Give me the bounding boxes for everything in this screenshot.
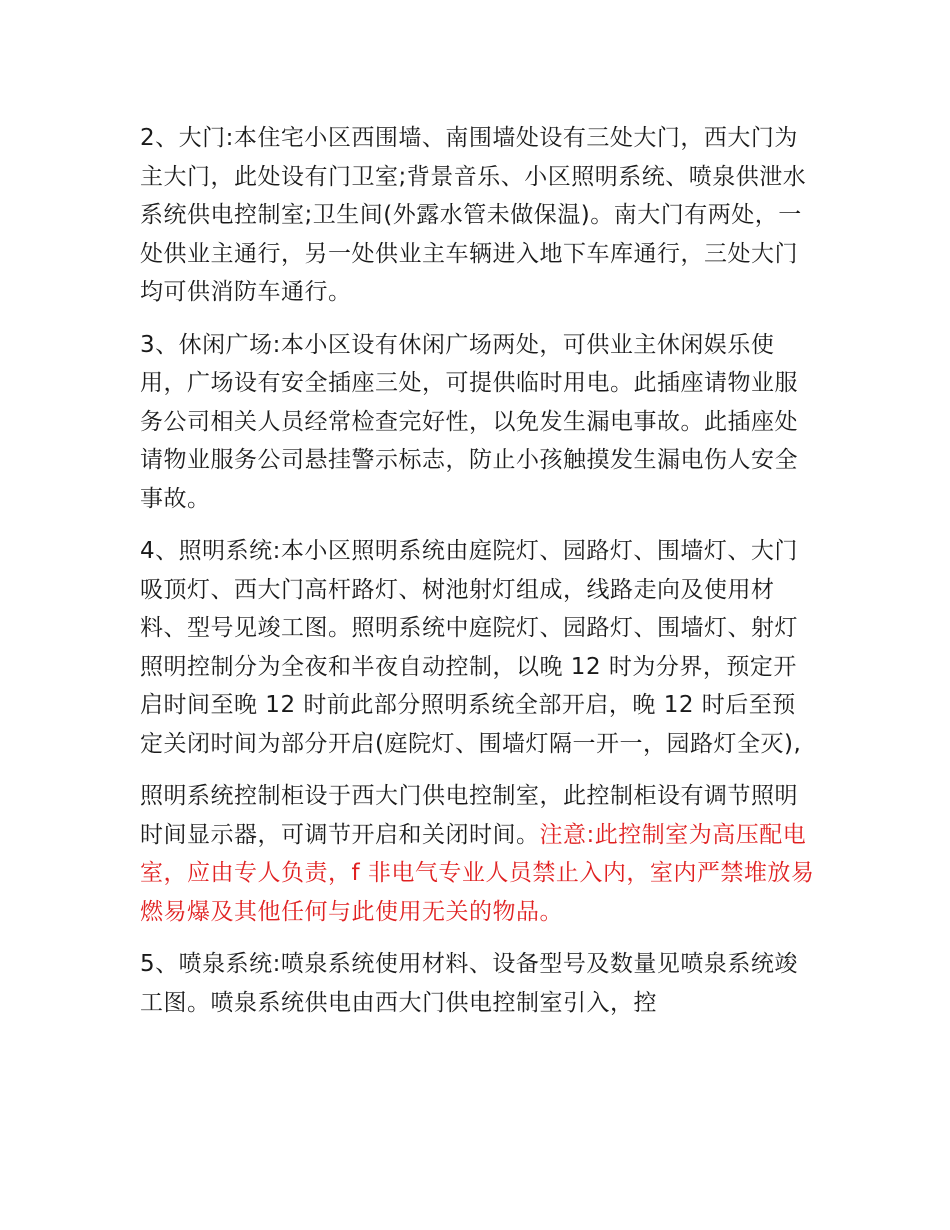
paragraph-leisure-plaza-text: 3、休闲广场:本小区设有休闲广场两处，可供业主休闲娱乐使用，广场设有安全插座三处，可提供临时用电。此插座请物业服务公司相关人员经常检查完好性，以免发生漏电事故。此插座处请物业服务公司悬挂警示标志，防止小孩触摸发生漏电伤人安全事故。: [140, 331, 798, 512]
paragraph-lighting-system-text: 4、照明系统:本小区照明系统由庭院灯、园路灯、围墙灯、大门吸顶灯、西大门高杆路灯、树池射灯组成，线路走向及使用材料、型号见竣工图。照明系统中庭院灯、园路灯、围墙灯、射灯照明控制分为全夜和半夜自动控制，以晚 12 时为分界，预定开启时间至晚 12 时前此部分照明系统全部开启，晚 12 时后至预定关闭时间为部分开启(庭院灯、围墙灯隔一开一，园路灯全灭),: [140, 538, 802, 757]
paragraph-control-cabinet: [140, 777, 815, 931]
paragraph-gate-text: 2、大门:本住宅小区西围墙、南围墙处设有三处大门，西大门为主大门，此处设有门卫室;背景音乐、小区照明系统、喷泉供泄水系统供电控制室;卫生间(外露水管未做保温)。南大门有两处，一处供业主通行，另一处供业主车辆进入地下车库通行，三处大门均可供消防车通行。: [140, 125, 807, 305]
paragraph-leisure-plaza: [140, 326, 815, 519]
paragraph-lighting-system: [140, 532, 815, 763]
document-page: [140, 119, 815, 1036]
paragraph-fountain-system: [140, 945, 815, 1022]
paragraph-control-cabinet-text: 照明系统控制柜设于西大门供电控制室，此控制柜设有调节照明时间显示器，可调节开启和关闭时间。: [140, 783, 798, 848]
warning-notice: 注意:此控制室为高压配电室，应由专人负责，f 非电气专业人员禁止入内，室内严禁堆放易燃易爆及其他任何与此使用无关的物品。: [140, 821, 815, 925]
paragraph-gate: [140, 119, 815, 312]
paragraph-fountain-system-text: 5、喷泉系统:喷泉系统使用材料、设备型号及数量见喷泉系统竣工图。喷泉系统供电由西大门供电控制室引入，控: [140, 951, 798, 1016]
